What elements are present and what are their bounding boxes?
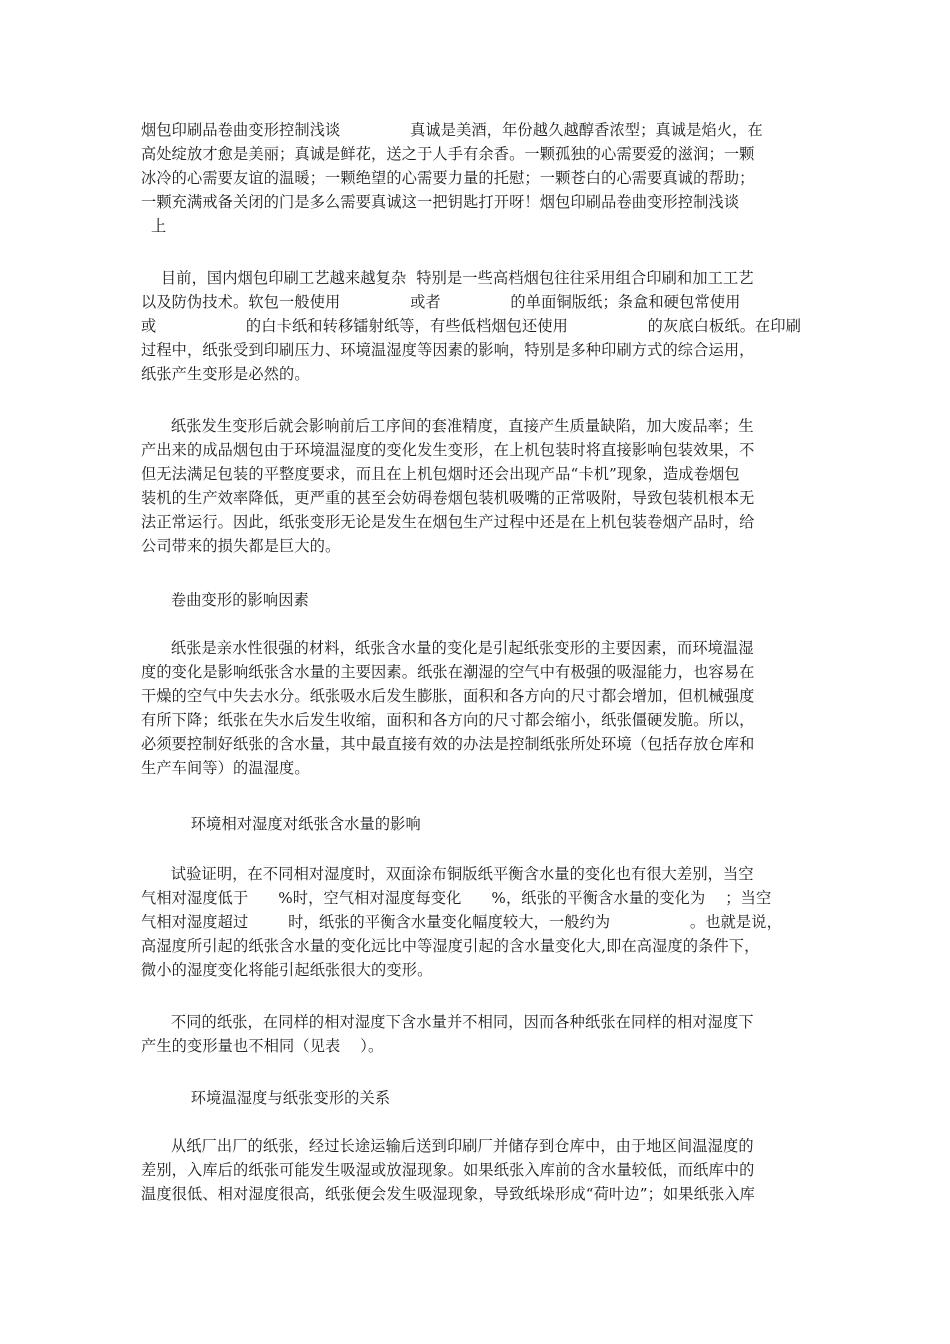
text-line: 有所下降；纸张在失水后发生收缩，面积和各方向的尺寸都会缩小，纸张僵硬发脆。所以，: [141, 711, 755, 729]
text-line: 一颗充满戒备关闭的门是多么需要真诚这一把钥匙打开呀！烟包印刷品卷曲变形控制浅谈: [141, 193, 740, 211]
text-line: 法正常运行。因此，纸张变形无论是发生在烟包生产过程中还是在上机包装卷烟产品时，给: [141, 513, 755, 531]
text-line: 试验证明，在不同相对湿度时，双面涂布铜版纸平衡含水量的变化也有很大差别，当空: [141, 865, 754, 883]
text-line: 以及防伪技术。软包一般使用 或者 的单面铜版纸；条盒和硬包常使用: [141, 293, 741, 311]
text-line: 目前，国内烟包印刷工艺越来越复杂 特别是一些高档烟包往往采用组合印刷和加工工艺: [141, 269, 754, 287]
section-heading: 卷曲变形的影响因素: [141, 591, 309, 609]
text-line: 纸张产生变形是必然的。: [141, 365, 310, 383]
text-line: 公司带来的损失都是巨大的。: [141, 537, 341, 555]
text-line: 或 的白卡纸和转移镭射纸等，有些低档烟包还使用 的灰底白板纸。在印刷: [141, 317, 802, 335]
text-line: 高处绽放才愈是美丽；真诚是鲜花，送之于人手有余香。一颗孤独的心需要爱的滋润；一颗: [141, 145, 755, 163]
text-line: 微小的湿度变化将能引起纸张很大的变形。: [141, 961, 433, 979]
text-line: 纸张发生变形后就会影响前后工序间的套准精度，直接产生质量缺陷，加大废品率；生: [141, 417, 754, 435]
text-line: 必须要控制好纸张的含水量，其中最直接有效的办法是控制纸张所处环境（包括存放仓库和: [141, 735, 755, 753]
text-line: 冰冷的心需要友谊的温暖；一颗绝望的心需要力量的托慰；一颗苍白的心需要真诚的帮助；: [141, 169, 755, 187]
text-line: 但无法满足包装的平整度要求，而且在上机包烟时还会出现产品“卡机”现象，造成卷烟包: [141, 465, 740, 483]
text-line: 温度很低、相对湿度很高，纸张便会发生吸湿现象，导致纸垛形成“荷叶边”；如果纸张入库: [141, 1185, 755, 1203]
text-line: 从纸厂出厂的纸张，经过长途运输后送到印刷厂并储存到仓库中，由于地区间温湿度的: [141, 1137, 754, 1155]
text-line: 过程中，纸张受到印刷压力、环境温湿度等因素的影响，特别是多种印刷方式的综合运用，: [141, 341, 755, 359]
text-line: 差别，入库后的纸张可能发生吸湿或放湿现象。如果纸张入库前的含水量较低，而纸库中的: [141, 1161, 755, 1179]
text-line: 产生的变形量也不相同（见表 ）。: [141, 1037, 384, 1055]
text-line: 产出来的成品烟包由于环境温湿度的变化发生变形，在上机包装时将直接影响包装效果，不: [141, 441, 755, 459]
text-line: 干燥的空气中失去水分。纸张吸水后发生膨胀，面积和各方向的尺寸都会增加，但机械强度: [141, 687, 755, 705]
text-line: 上: [141, 217, 167, 235]
text-line: 纸张是亲水性很强的材料，纸张含水量的变化是引起纸张变形的主要因素，而环境温湿: [141, 639, 754, 657]
title-line: 烟包印刷品卷曲变形控制浅谈 真诚是美酒，年份越久越醇香浓型；真诚是焰火，在: [141, 121, 763, 139]
text-line: 度的变化是影响纸张含水量的主要因素。纸张在潮湿的空气中有极强的吸湿能力，也容易在: [141, 663, 755, 681]
section-heading: 环境相对湿度对纸张含水量的影响: [141, 815, 421, 833]
text-line: 不同的纸张，在同样的相对湿度下含水量并不相同，因而各种纸张在同样的相对湿度下: [141, 1013, 754, 1031]
text-line: 气相对湿度超过 时，纸张的平衡含水量变化幅度较大，一般约为 。也就是说，: [141, 913, 782, 931]
text-line: 装机的生产效率降低，更严重的甚至会妨碍卷烟包装机吸嘴的正常吸附，导致包装机根本无: [141, 489, 755, 507]
text-line: 生产车间等）的温湿度。: [141, 759, 310, 777]
section-heading: 环境温湿度与纸张变形的关系: [141, 1089, 391, 1107]
text-line: 气相对湿度低于 %时，空气相对湿度每变化 %，纸张的平衡含水量的变化为 ；当空: [141, 889, 772, 907]
text-line: 高湿度所引起的纸张含水量的变化远比中等湿度引起的含水量变化大,即在高湿度的条件下，: [141, 937, 760, 955]
